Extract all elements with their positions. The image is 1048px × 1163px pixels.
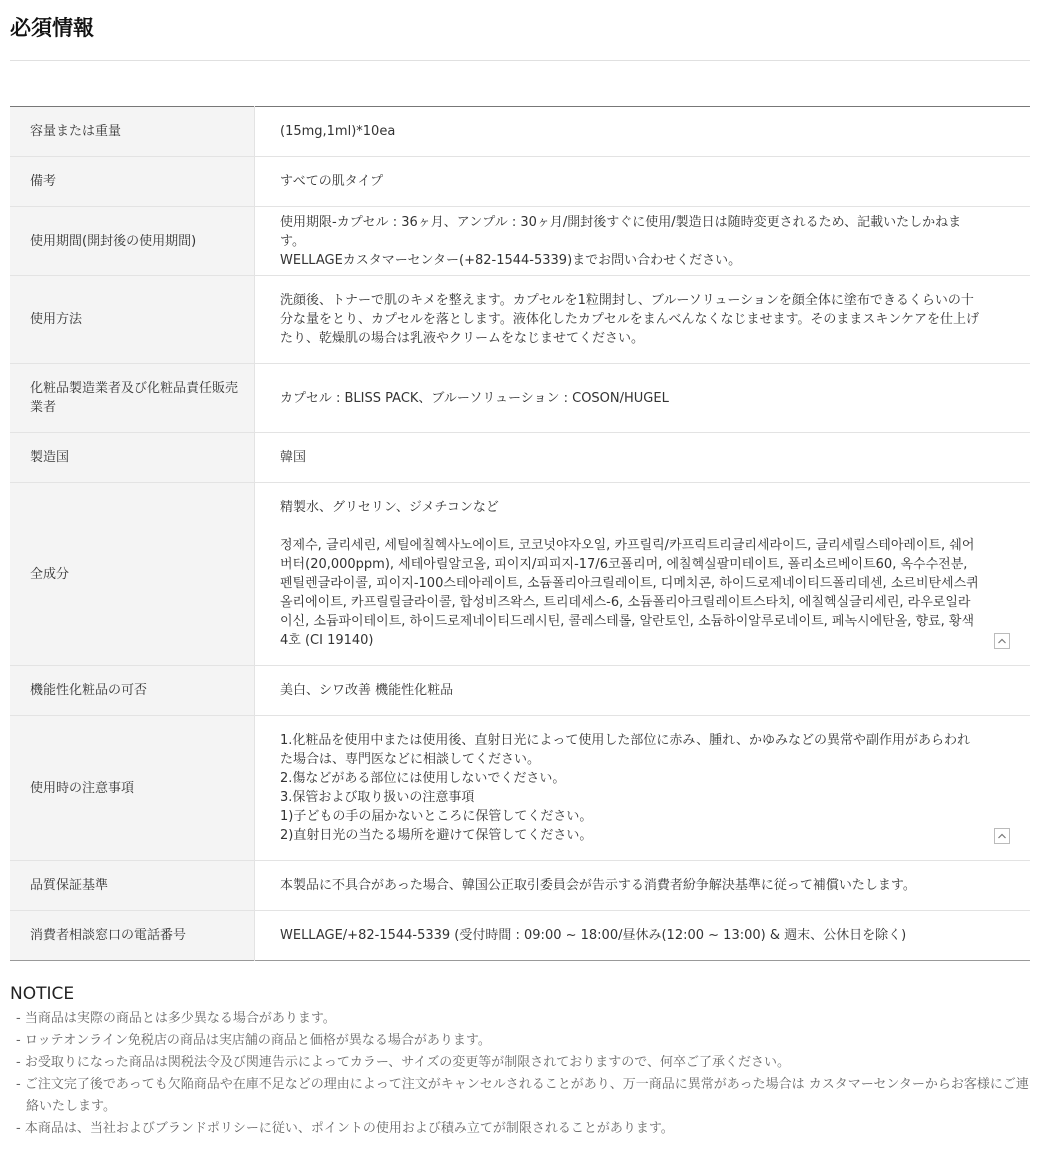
notice-item: - お受取りになった商品は関税法令及び関連告示によってカラー、サイズの変更等が制限されておりますので、何卒ご了承ください。 [16,1055,791,1070]
row-value-cell [255,483,1031,666]
notice-item: - 当商品は実際の商品とは多少異なる場合があります。 [16,1011,336,1026]
notice-title: NOTICE [10,984,75,1004]
row-value: 美白、シワ改善 機能性化粧品 [255,666,1031,716]
row-label: 全成分 [10,483,255,666]
row-value: 韓国 [255,433,1031,483]
row-label: 製造国 [10,433,255,483]
row-value: 洗顔後、トナーで肌のキメを整えます。カプセルを1粒開封し、ブルーソリューションを顔全体に塗布できるくらいの十分な量をとり、カプセルを落とします。液体化したカプセルをまんべんなくなじませます。そのままスキンケアを仕上げたり、乾燥肌の場合は乳液やクリームをなじませてください。 [255,276,1031,364]
chevron-up-icon[interactable] [994,633,1010,649]
row-value: (15mg,1ml)*10ea [255,107,1031,157]
table-row [10,861,1030,911]
row-label: 品質保証基準 [10,861,255,911]
row-value: すべての肌タイプ [255,157,1031,207]
required-info-table [10,106,1030,961]
notice-section [10,984,1030,1140]
row-label: 使用時の注意事項 [10,716,255,861]
notice-item: - ロッテオンライン免税店の商品は実店舗の商品と価格が異なる場合があります。 [16,1033,491,1048]
table-row [10,716,1030,861]
table-row [10,433,1030,483]
row-label: 使用方法 [10,276,255,364]
page-title: 必須情報 [10,16,94,40]
row-label: 機能性化粧品の可否 [10,666,255,716]
table-row [10,276,1030,364]
row-label: 化粧品製造業者及び化粧品責任販売業者 [10,364,255,433]
row-label: 備考 [10,157,255,207]
row-value: 使用期限-カプセル : 36ヶ月、アンプル : 30ヶ月/開封後すぐに使用/製造日は随時変更されるため、記載いたしかねます。 WELLAGEカスタマーセンター(+82-1544-5339)までお問い合わせください。 [255,207,1031,276]
notice-list [10,1008,1030,1140]
row-value: カプセル : BLISS PACK、ブルーソリューション : COSON/HUGEL [255,364,1031,433]
chevron-up-icon[interactable] [994,828,1010,844]
notice-item: - ご注文完了後であっても欠陥商品や在庫不足などの理由によって注文がキャンセルされることがあり、万一商品に異常があった場合は カスタマーセンターからお客様にご連絡いたします。 [16,1077,1029,1114]
notice-item: - 本商品は、当社およびブランドポリシーに従い、ポイントの使用および積み立てが制限されることがあります。 [16,1121,674,1136]
row-value: 本製品に不具合があった場合、韓国公正取引委員会が告示する消費者紛争解決基準に従って補償いたします。 [255,861,1031,911]
divider [10,60,1030,61]
row-label: 消費者相談窓口の電話番号 [10,911,255,961]
table-row [10,207,1030,276]
row-value-cell [255,716,1031,861]
table-row [10,107,1030,157]
caution-text: 1.化粧品を使用中または使用後、直射日光によって使用した部位に赤み、腫れ、かゆみなどの異常や副作用があらわれた場合は、専門医などに相談してください。 2.傷などがある部位には使用しないでください。 3.保管および取り扱いの注意事項 1)子どもの手の届かないところに保管してください。 2)直射日光の当たる場所を避けて保管してください。 [280,733,970,843]
row-label: 容量または重量 [10,107,255,157]
row-value: WELLAGE/+82-1544-5339 (受付時間 : 09:00 ~ 18:00/昼休み(12:00 ~ 13:00) & 週末、公休日を除く) [280,928,907,943]
table-row [10,666,1030,716]
row-label: 使用期間(開封後の使用期間) [10,207,255,276]
table-row [10,157,1030,207]
table-row [10,364,1030,433]
table-row [10,911,1030,961]
table-row [10,483,1030,666]
ingredients-text: 精製水、グリセリン、ジメチコンなど 정제수, 글리세린, 세틸에칠헥사노에이트, 코코넛야자오일, 카프릴릭/카프릭트리글리세라이드, 글리세릴스테아레이트, 쉐어버터(20,000ppm), 세테아릴알코올, 피이지/피피지-17/6코폴리머, 에칠헥실팔미테이트, 폴리소르베이트60, 옥수수전분, 펜틸렌글라이콜, 피이지-100스테아레이트, 소듐폴리아크릴레이트, 디메치콘, 하이드로제네이티드폴리데센, 소르비탄세스퀴올리에이트, 카프릴릴글라이콜, 합성비즈왁스, 트리데세스-6, 소듐폴리아크릴레이트스타치, 에칠헥실글리세린, 라우로일라이신, 소듐파이테이트, 하이드로제네이티드레시틴, 콜레스테롤, 알란토인, 소듐하이알루로네이트, 페녹시에탄올, 향료, 황색4호 (CI 19140) [280,500,979,648]
